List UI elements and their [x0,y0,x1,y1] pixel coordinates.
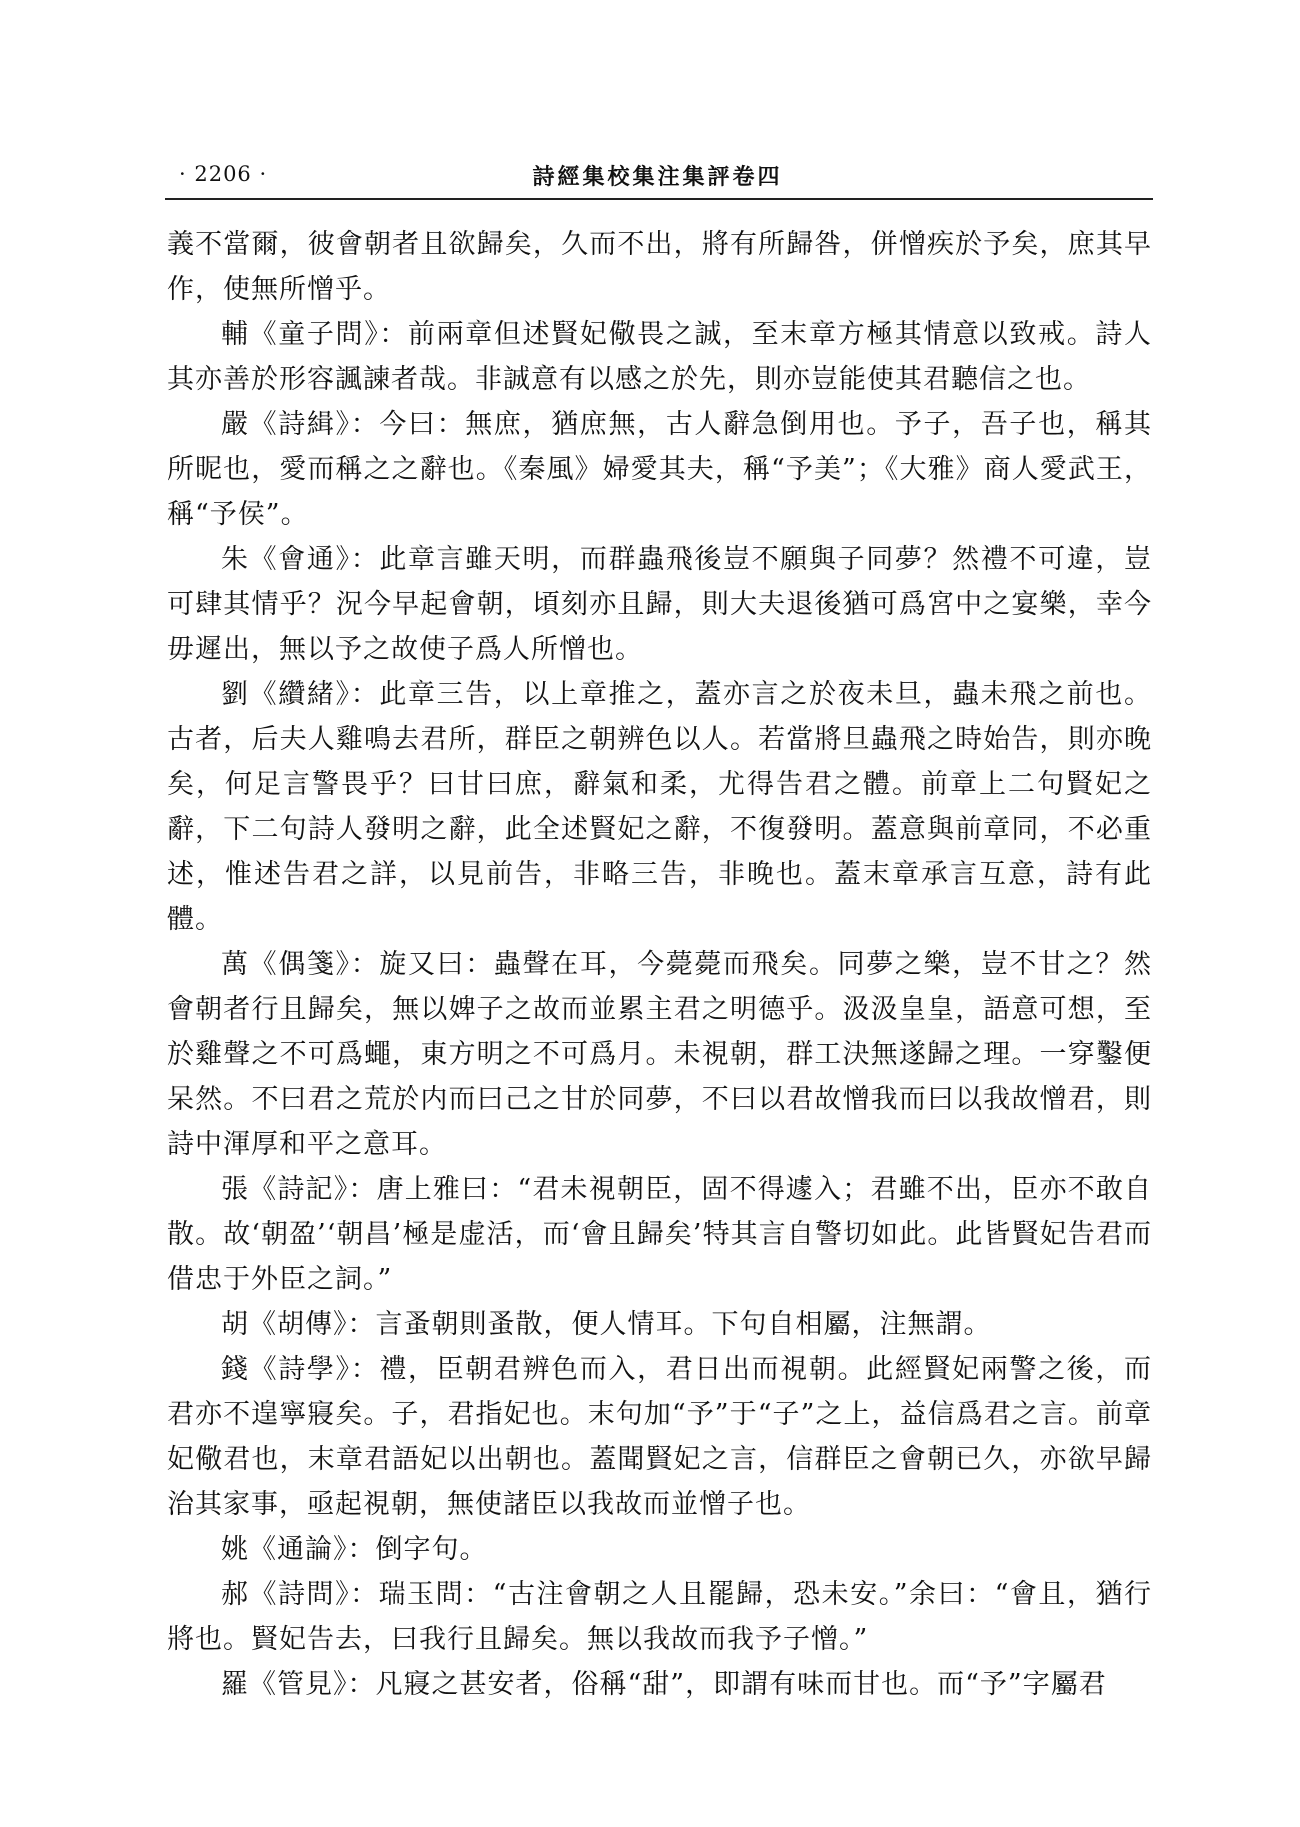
paragraph-hu-hu-zhuan: 胡《胡傳》：言蚤朝則蚤散，便人情耳。下句自相屬，注無謂。 [221,1309,992,1340]
paragraph-yao-tong-lun: 姚《通論》：倒字句。 [221,1534,488,1565]
paragraph-hao-shi-wen: 郝《詩問》：瑞玉問：“古注會朝之人且罷歸，恐未安。”余曰：“會且，猶行將也。賢妃告去，曰我行且歸矣。無以我故而我予子憎。” [167,1579,1152,1655]
paragraph-luo-guan-jian: 羅《管見》：凡寢之甚安者，俗稱“甜”，即謂有味而甘也。而“予”字屬君 [221,1669,1107,1700]
paragraph-qian-shi-xue: 錢《詩學》：禮，臣朝君辨色而入，君日出而視朝。此經賢妃兩警之後，而君亦不遑寧寢矣。子，君指妃也。末句加“予”于“子”之上，益信爲君之言。前章妃儆君也，末章君語妃以出朝也。蓋聞賢妃之言，信群臣之會朝已久，亦欲早歸治其家事，亟起視朝，無使諸臣以我故而並憎子也。 [167,1354,1152,1520]
running-title: 詩經集校集注集評卷四 [532,164,783,190]
header-rule [165,198,1153,200]
body-text [167,222,1152,1707]
paragraph-zhang-shi-ji: 張《詩記》：唐上雅曰：“君未視朝臣，固不得遽入；君雖不出，臣亦不敢自散。故‘朝盈’‘朝昌’極是虚活，而‘會且歸矣’特其言自警切如此。此皆賢妃告君而借忠于外臣之詞。” [167,1174,1152,1295]
paragraph-fu-tongzi-wen: 輔《童子問》：前兩章但述賢妃儆畏之誠，至末章方極其情意以致戒。詩人其亦善於形容諷諫者哉。非誠意有以感之於先，則亦豈能使其君聽信之也。 [167,319,1152,395]
paragraph-liu-zuan-xu: 劉《纘緒》：此章三告，以上章推之，蓋亦言之於夜未旦，蟲未飛之前也。古者，后夫人雞鳴去君所，群臣之朝辨色以人。若當將旦蟲飛之時始告，則亦晚矣，何足言警畏乎？曰甘曰庶，辭氣和柔，尤得告君之體。前章上二句賢妃之辭，下二句詩人發明之辭，此全述賢妃之辭，不復發明。蓋意與前章同，不必重述，惟述告君之詳，以見前告，非略三告，非晚也。蓋末章承言互意，詩有此體。 [167,679,1152,935]
page-header [165,160,1150,200]
paragraph-wan-ou-jian: 萬《偶箋》：旋又曰：蟲聲在耳，今薨薨而飛矣。同夢之樂，豈不甘之？然會朝者行且歸矣，無以婢子之故而並累主君之明德乎。汲汲皇皇，語意可想，至於雞聲之不可爲蠅，東方明之不可爲月。未視朝，群工決無遂歸之理。一穿鑿便呆然。不曰君之荒於内而曰己之甘於同夢，不曰以君故憎我而曰以我故憎君，則詩中渾厚和平之意耳。 [167,949,1152,1160]
paragraph-continuation: 義不當爾，彼會朝者且欲歸矣，久而不出，將有所歸咎，併憎疾於予矣，庶其早作，使無所憎乎。 [167,229,1152,305]
paragraph-yan-shi-ji: 嚴《詩緝》：今曰：無庶，猶庶無，古人辭急倒用也。予子，吾子也，稱其所昵也，愛而稱之之辭也。《秦風》婦愛其夫，稱“予美”；《大雅》商人愛武王，稱“予侯”。 [167,409,1152,530]
paragraph-zhu-hui-tong: 朱《會通》：此章言雖天明，而群蟲飛後豈不願與子同夢？然禮不可違，豈可肆其情乎？況今早起會朝，頃刻亦且歸，則大夫退後猶可爲宮中之宴樂，幸今毋遲出，無以予之故使子爲人所憎也。 [167,544,1152,665]
page-number: · 2206 · [179,162,268,186]
